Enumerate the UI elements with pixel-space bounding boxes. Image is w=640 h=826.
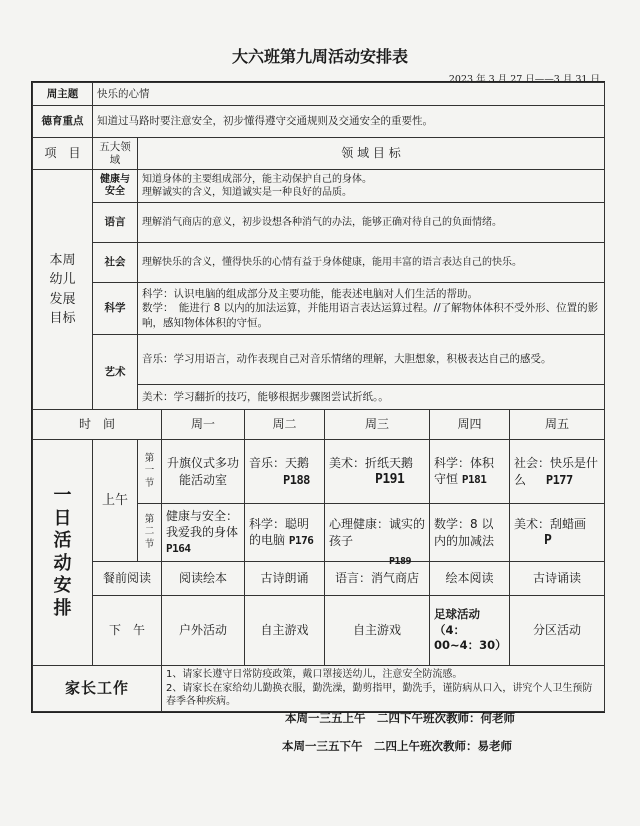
activity-text: 科学：体积守恒 <box>434 455 495 487</box>
meal-label: 餐前阅读 <box>93 562 162 596</box>
target-line: 理解诚实的含义，知道诚实是一种良好的品质。 <box>142 187 352 198</box>
schedule-document <box>31 81 605 713</box>
page-note: P <box>544 532 552 548</box>
meal-cell <box>325 556 430 596</box>
activity-cell <box>162 440 245 504</box>
page-note: P188 <box>283 472 310 487</box>
page-note: P164 <box>166 542 191 556</box>
activity-cell <box>430 440 510 504</box>
schedule-section-label: 一日活动安排 <box>33 440 93 666</box>
day-header: 周三 <box>325 410 430 440</box>
domain-name: 科学 <box>93 283 138 335</box>
day-header: 周一 <box>162 410 245 440</box>
target-line: 理解快乐的含义，懂得快乐的心情有益于身体健康，能用丰富的语言表达自己的快乐。 <box>142 256 522 268</box>
domain-name: 语言 <box>93 203 138 243</box>
domain-row <box>33 170 605 203</box>
period2-label: 第二节 <box>138 504 162 562</box>
meal-text: 语言：消气商店 <box>334 571 419 586</box>
activity-cell <box>162 504 245 562</box>
date-range: 2023 年 3 月 27 日——3 月 31 日 <box>448 74 600 85</box>
parents-line: 2、请家长在家给幼儿勤换衣服，勤洗澡，勤剪指甲，勤洗手，谨防病从口入，讲究个人卫生预防春季各种疾病。 <box>166 682 593 708</box>
target-line: 美术：学习翻折的技巧，能够根据步骤图尝试折纸。。 <box>142 390 389 403</box>
goals-section-label: 本周幼儿发展目标 <box>33 170 93 410</box>
meal-row <box>33 562 605 596</box>
target-line: 数学： 能进行 8 以内的加法运算，并能用语言表达运算过程。//了解物体体积不受外形、位置的影响，感知物体体积的守恒。 <box>142 302 599 329</box>
target-line: 音乐：学习用语言，动作表现自己对音乐情绪的理解，大胆想象，积极表达自己的感受。 <box>142 353 552 366</box>
goals-header-row <box>33 138 605 170</box>
theme-label: 周主题 <box>33 83 93 106</box>
domain-target <box>138 283 605 335</box>
activity-text: 社会：快乐是什么 <box>514 456 599 487</box>
domain-target <box>138 203 605 243</box>
target-line: 理解消气商店的意义，初步设想各种消气的办法，能够正确对待自己的负面情绪。 <box>142 216 502 228</box>
item-header: 项 目 <box>33 138 93 170</box>
target-line: 科学：认识电脑的组成部分及主要功能，能表述电脑对人们生活的帮助。 <box>142 288 478 301</box>
teacher-schedule-1: 本周一三五上午 二四下午班次教师：何老师 <box>285 711 515 725</box>
activity-text: 心理健康：诚实的孩子 <box>329 517 426 548</box>
period1-label: 第一节 <box>138 440 162 504</box>
theme-value: 快乐的心情 <box>93 83 605 106</box>
afternoon-cell: 户外活动 <box>162 596 245 666</box>
domain-row <box>33 335 605 385</box>
parents-label: 家长工作 <box>33 666 162 712</box>
period1-row <box>33 440 605 504</box>
page-title: 大六班第九周活动安排表 <box>231 47 408 66</box>
activity-cell <box>245 440 325 504</box>
moral-value: 知道过马路时要注意安全，初步懂得遵守交通规则及交通安全的重要性。 <box>93 106 605 138</box>
page-note: P181 <box>461 473 487 487</box>
day-header: 周二 <box>245 410 325 440</box>
domain-row <box>33 283 605 335</box>
afternoon-cell: 足球活动（4：00~4：30） <box>430 596 510 666</box>
domain-row <box>33 203 605 243</box>
meal-cell: 阅读绘本 <box>162 562 245 596</box>
page-note: P189 <box>389 556 412 567</box>
afternoon-cell: 分区活动 <box>510 596 605 666</box>
activity-cell <box>510 440 605 504</box>
parents-row <box>33 666 605 712</box>
afternoon-label: 下 午 <box>93 596 162 666</box>
activity-cell <box>325 504 430 562</box>
page-note: P191 <box>375 471 405 487</box>
parents-line: 1、请家长遵守日常防疫政策，戴口罩接送幼儿，注意安全防流感。 <box>166 669 463 681</box>
activity-cell <box>510 504 605 562</box>
meal-cell: 古诗诵读 <box>510 562 605 596</box>
domain-header: 五大领域 <box>93 138 138 170</box>
parents-notes <box>162 666 605 712</box>
activity-text: 科学：聪明的电脑 <box>249 516 310 548</box>
afternoon-cell: 自主游戏 <box>245 596 325 666</box>
meal-cell: 古诗朗诵 <box>245 562 325 596</box>
domain-name: 社会 <box>93 243 138 283</box>
theme-row <box>33 83 605 106</box>
activity-text: 美术：刮蜡画 <box>514 516 587 531</box>
activity-text: 数学：8 以内的加减法 <box>434 517 495 548</box>
meal-cell: 绘本阅读 <box>430 562 510 596</box>
afternoon-row <box>33 596 605 666</box>
day-header: 周四 <box>430 410 510 440</box>
activity-text: 健康与安全：我爱我的身体 <box>166 508 239 540</box>
activity-text: 美术：折纸天鹅 <box>329 455 414 470</box>
domain-target <box>138 170 605 203</box>
plan-table <box>32 82 605 712</box>
activity-text: 音乐：天鹅 <box>249 456 310 471</box>
moral-label: 德育重点 <box>33 106 93 138</box>
page-note: P177 <box>545 472 573 487</box>
target-line: 知道身体的主要组成部分，能主动保护自己的身体。 <box>142 173 372 185</box>
page-note: P176 <box>288 534 314 548</box>
target-header: 领 域 目 标 <box>138 138 605 170</box>
time-label: 时 间 <box>33 410 162 440</box>
teacher-schedule-2: 本周一三五下午 二四上午班次教师：易老师 <box>282 739 512 753</box>
domain-target <box>138 243 605 283</box>
activity-cell <box>245 504 325 562</box>
activity-cell <box>325 440 430 504</box>
afternoon-cell: 自主游戏 <box>325 596 430 666</box>
domain-target <box>138 335 605 385</box>
time-header-row <box>33 410 605 440</box>
morning-label: 上午 <box>93 440 138 562</box>
domain-name: 健康与安全 <box>93 170 138 203</box>
moral-row <box>33 106 605 138</box>
domain-row <box>33 243 605 283</box>
domain-target <box>138 385 605 410</box>
day-header: 周五 <box>510 410 605 440</box>
activity-text: 升旗仪式多功能活动室 <box>166 456 239 487</box>
activity-cell <box>430 504 510 562</box>
domain-name: 艺术 <box>93 335 138 410</box>
